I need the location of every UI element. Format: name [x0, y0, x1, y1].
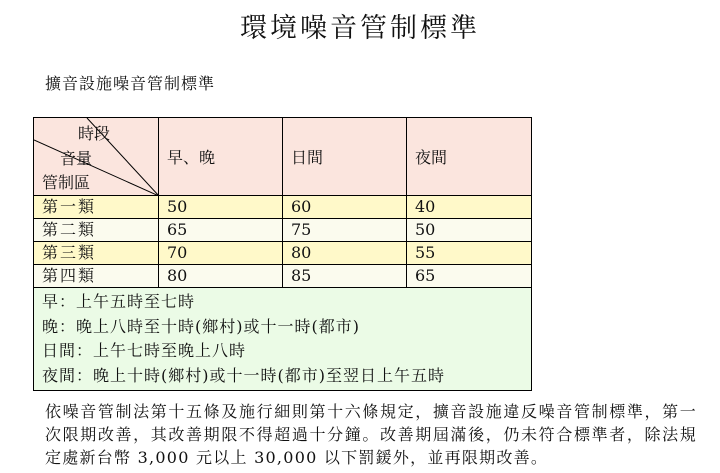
table-row [34, 219, 532, 242]
table-row [34, 196, 532, 219]
zone-label: 第二類 [34, 219, 159, 242]
table-cell: 60 [283, 196, 407, 219]
table-cell: 75 [283, 219, 407, 242]
table-cell: 65 [407, 265, 532, 288]
table-cell: 55 [407, 242, 532, 265]
note-line: 夜間：晚上十時(鄉村)或十一時(都市)至翌日上午五時 [42, 365, 445, 385]
diagonal-corner-cell [34, 118, 159, 196]
time-definition-notes [34, 288, 532, 391]
table-cell: 70 [159, 242, 283, 265]
table-cell: 50 [407, 219, 532, 242]
zone-label: 第四類 [34, 265, 159, 288]
regulation-paragraph: 依噪音管制法第十五條及施行細則第十六條規定，擴音設施違反噪音管制標準，第一次限期改善，其改善期限不得超過十分鐘。改善期屆滿後，仍未符合標準者，除法規定處新台幣 3,000 元以上 30,000 以下罰鍰外，並再限期改善。 [45, 402, 697, 467]
zone-label: 第三類 [34, 242, 159, 265]
table-row [34, 242, 532, 265]
table-cell: 85 [283, 265, 407, 288]
table-cell: 65 [159, 219, 283, 242]
page-title: 環境噪音管制標準 [240, 13, 480, 44]
section-subtitle: 擴音設施噪音管制標準 [45, 74, 216, 93]
note-line: 晚：晚上八時至十時(鄉村)或十一時(都市) [42, 316, 360, 336]
zone-label: 第一類 [34, 196, 159, 219]
note-line: 日間：上午七時至晚上八時 [42, 341, 247, 360]
column-header: 夜間 [407, 118, 532, 196]
column-header: 日間 [283, 118, 407, 196]
corner-label-zone: 管制區 [42, 173, 91, 192]
column-header: 早、晚 [159, 118, 283, 196]
noise-standard-table [33, 117, 532, 391]
notes-cell [34, 288, 532, 391]
note-line: 早：上午五時至七時 [42, 292, 196, 311]
table-cell: 40 [407, 196, 532, 219]
corner-label-volume: 音量 [60, 149, 93, 168]
table-cell: 50 [159, 196, 283, 219]
table-cell: 80 [283, 242, 407, 265]
table-row [34, 265, 532, 288]
table-cell: 80 [159, 265, 283, 288]
corner-label-time: 時段 [78, 124, 111, 143]
table-header-row [34, 118, 532, 196]
